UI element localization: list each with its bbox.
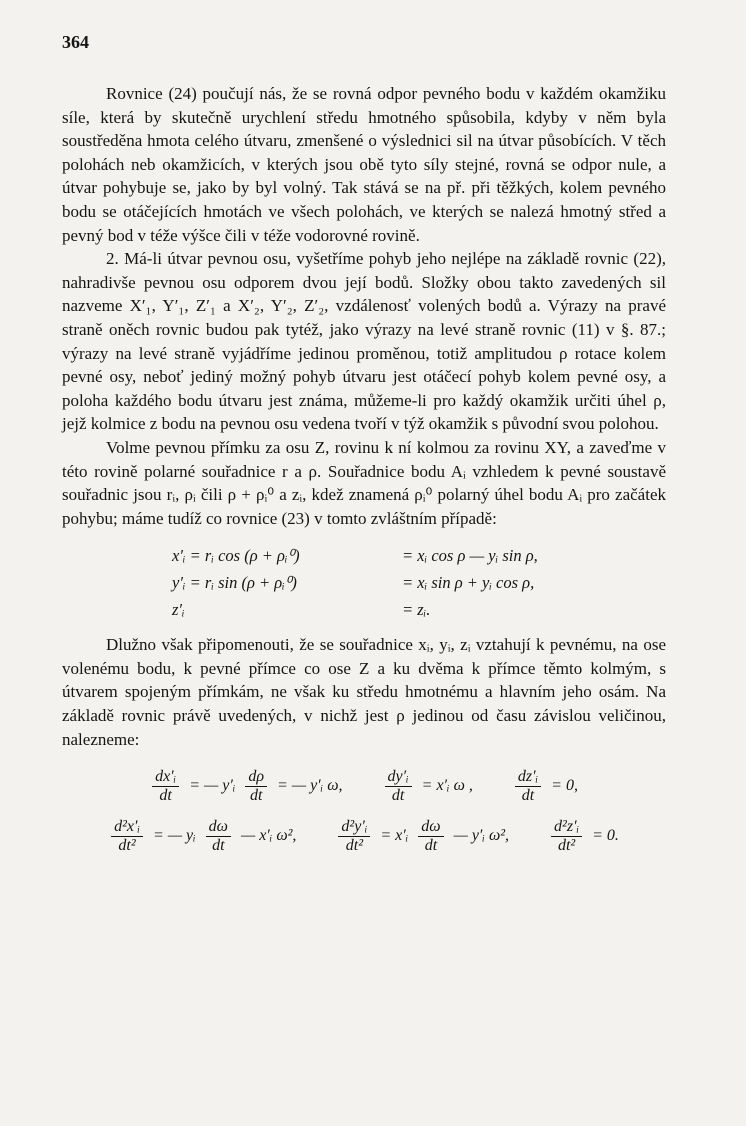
fraction [245,768,267,805]
fraction-denominator: dt [159,786,172,804]
fraction-denominator: dt² [345,836,364,854]
fraction-denominator: dt [521,786,535,804]
equation-2-lhs: y′ᵢ = rᵢ sin (ρ + ρᵢ⁰) [172,573,297,593]
fraction-numerator: dx′ᵢ [152,768,179,787]
equation-line-2 [172,569,666,596]
paragraph-3: Volme pevnou přímku za osu Z, rovinu k ní kolmou za rovinu XY, a zaveďme v této rovině polarné souřadnice r a ρ. Souřadnice bodu Aᵢ vzhledem k pevné soustavě souřadnic jsou rᵢ, ρᵢ čili ρ + ρᵢ⁰ a zᵢ, kdež znamená ρᵢ⁰ polarný úhel bodu Aᵢ pro začátek pohybu; máme tudíž co rovnice (23) v tomto zvláštním případě: [62,437,666,528]
paragraph-1: Rovnice (24) poučují nás, že se rovná odpor pevného bodu v každém okamžiku síle, která by skutečně urychlení středu hmotného spůsobila, kdyby v něm byla soustředěna hmota celého útvaru, zmenšené o výslednici sil na útvar působících. V těch polohách neb okamžicích, v kterých jsou obě tyto síly stejné, rovná se odpor nule, a útvar pohybuje se, jako by byl volný. Tak stává se na př. při těžkých, kolem pevného bodu se otáčejících hmotách ve všech polohách, ve kterých se nalezá hmotný střed a pevný bod v téže výšce čili v téže vodorovné rovině. [62,84,666,245]
equation-text: = x′ᵢ ω , [417,777,473,795]
equation-1-rhs: = xᵢ cos ρ — yᵢ sin ρ, [402,546,538,566]
equation-text: = — y′ᵢ [185,777,240,795]
page-number: 364 [62,32,89,52]
fraction-denominator: dt² [118,836,136,854]
equation-block [172,542,666,623]
equation-text: = x′ᵢ [376,827,413,845]
fraction-denominator: dt [212,836,225,854]
fraction [385,768,412,805]
derivative-equations [62,761,666,861]
paragraph-4: Dlužno však připomenouti, že se souřadnice xᵢ, yᵢ, zᵢ vztahují k pevnému, na ose volenému bodu, k pevné přímce co ose Z a ku dvěma k přímce těmto kolmým, s útvarem spojeným přímkám, ne však ku středu hmotnému a hlavním jeho osám. Na základě rovnic právě uvedených, v nichž jest ρ jedinou od času závislou veličinou, nalezneme: [62,635,666,749]
fraction-numerator: d²x′ᵢ [111,818,143,837]
equation-2-rhs: = xᵢ sin ρ + yᵢ cos ρ, [402,573,535,593]
fraction-numerator: d²z′ᵢ [551,818,582,837]
derivative-row-2 [62,811,666,861]
fraction-denominator: dt [391,786,405,804]
fraction-denominator: dt [249,786,263,804]
fraction-denominator: dt [424,836,438,854]
equation-3-rhs: = zᵢ. [402,600,431,620]
derivative-row-1 [62,761,666,811]
fraction-numerator: d²y′ᵢ [338,818,370,837]
fraction-numerator: dz′ᵢ [515,768,541,787]
equation-3-lhs: z′ᵢ [172,600,185,620]
fraction [152,768,179,805]
equation-text: = — y′ᵢ ω, [273,777,343,795]
fraction [111,818,143,855]
equation-1-lhs: x′ᵢ = rᵢ cos (ρ + ρᵢ⁰) [172,546,300,566]
fraction [338,818,370,855]
fraction [418,818,443,855]
equation-line-3 [172,596,666,623]
paragraph-2: 2. Má-li útvar pevnou osu, vyšetříme pohyb jeho nejlépe na základě rovnic (22), nahradivše pevnou osu odporem dvou její bodů. Složky obou takto zavedených sil nazveme X′₁, Y′₁, Z′₁ a X′₂, Y′₂, Z′₂, vzdálenosť volených bodů a. Výrazy na pravé straně oněch rovnic budou pak tytéž, jako výrazy na levé straně rovnic (11) v §. 87.; výrazy na levé straně vyjádříme jedinou proměnou, totiž amplitudou ρ rotace kolem pevné osy, neboť jediný možný pohyb útvaru jest otáčecí pohyb kolem pevné osy, a poloha každého bodu útvaru jest známa, můžeme-li pro každý okamžik určiti úhel ρ, jejž kolmice z bodu na pevnou osu vedena tvoří v týž okamžik s původní svou polohou. [62,249,666,434]
fraction-numerator: dρ [245,768,267,787]
fraction-numerator: dy′ᵢ [385,768,412,787]
fraction [551,818,582,855]
equation-text: — x′ᵢ ω², [236,827,297,845]
page-body [62,82,666,861]
equation-text: — y′ᵢ ω², [449,827,510,845]
fraction-denominator: dt² [557,836,576,854]
equation-text: = 0. [588,827,619,845]
fraction-numerator: dω [418,818,443,837]
equation-text: = 0, [547,777,578,795]
equation-text: = — yᵢ [149,827,200,845]
fraction [515,768,541,805]
fraction [206,818,231,855]
fraction-numerator: dω [206,818,231,837]
equation-line-1 [172,542,666,569]
